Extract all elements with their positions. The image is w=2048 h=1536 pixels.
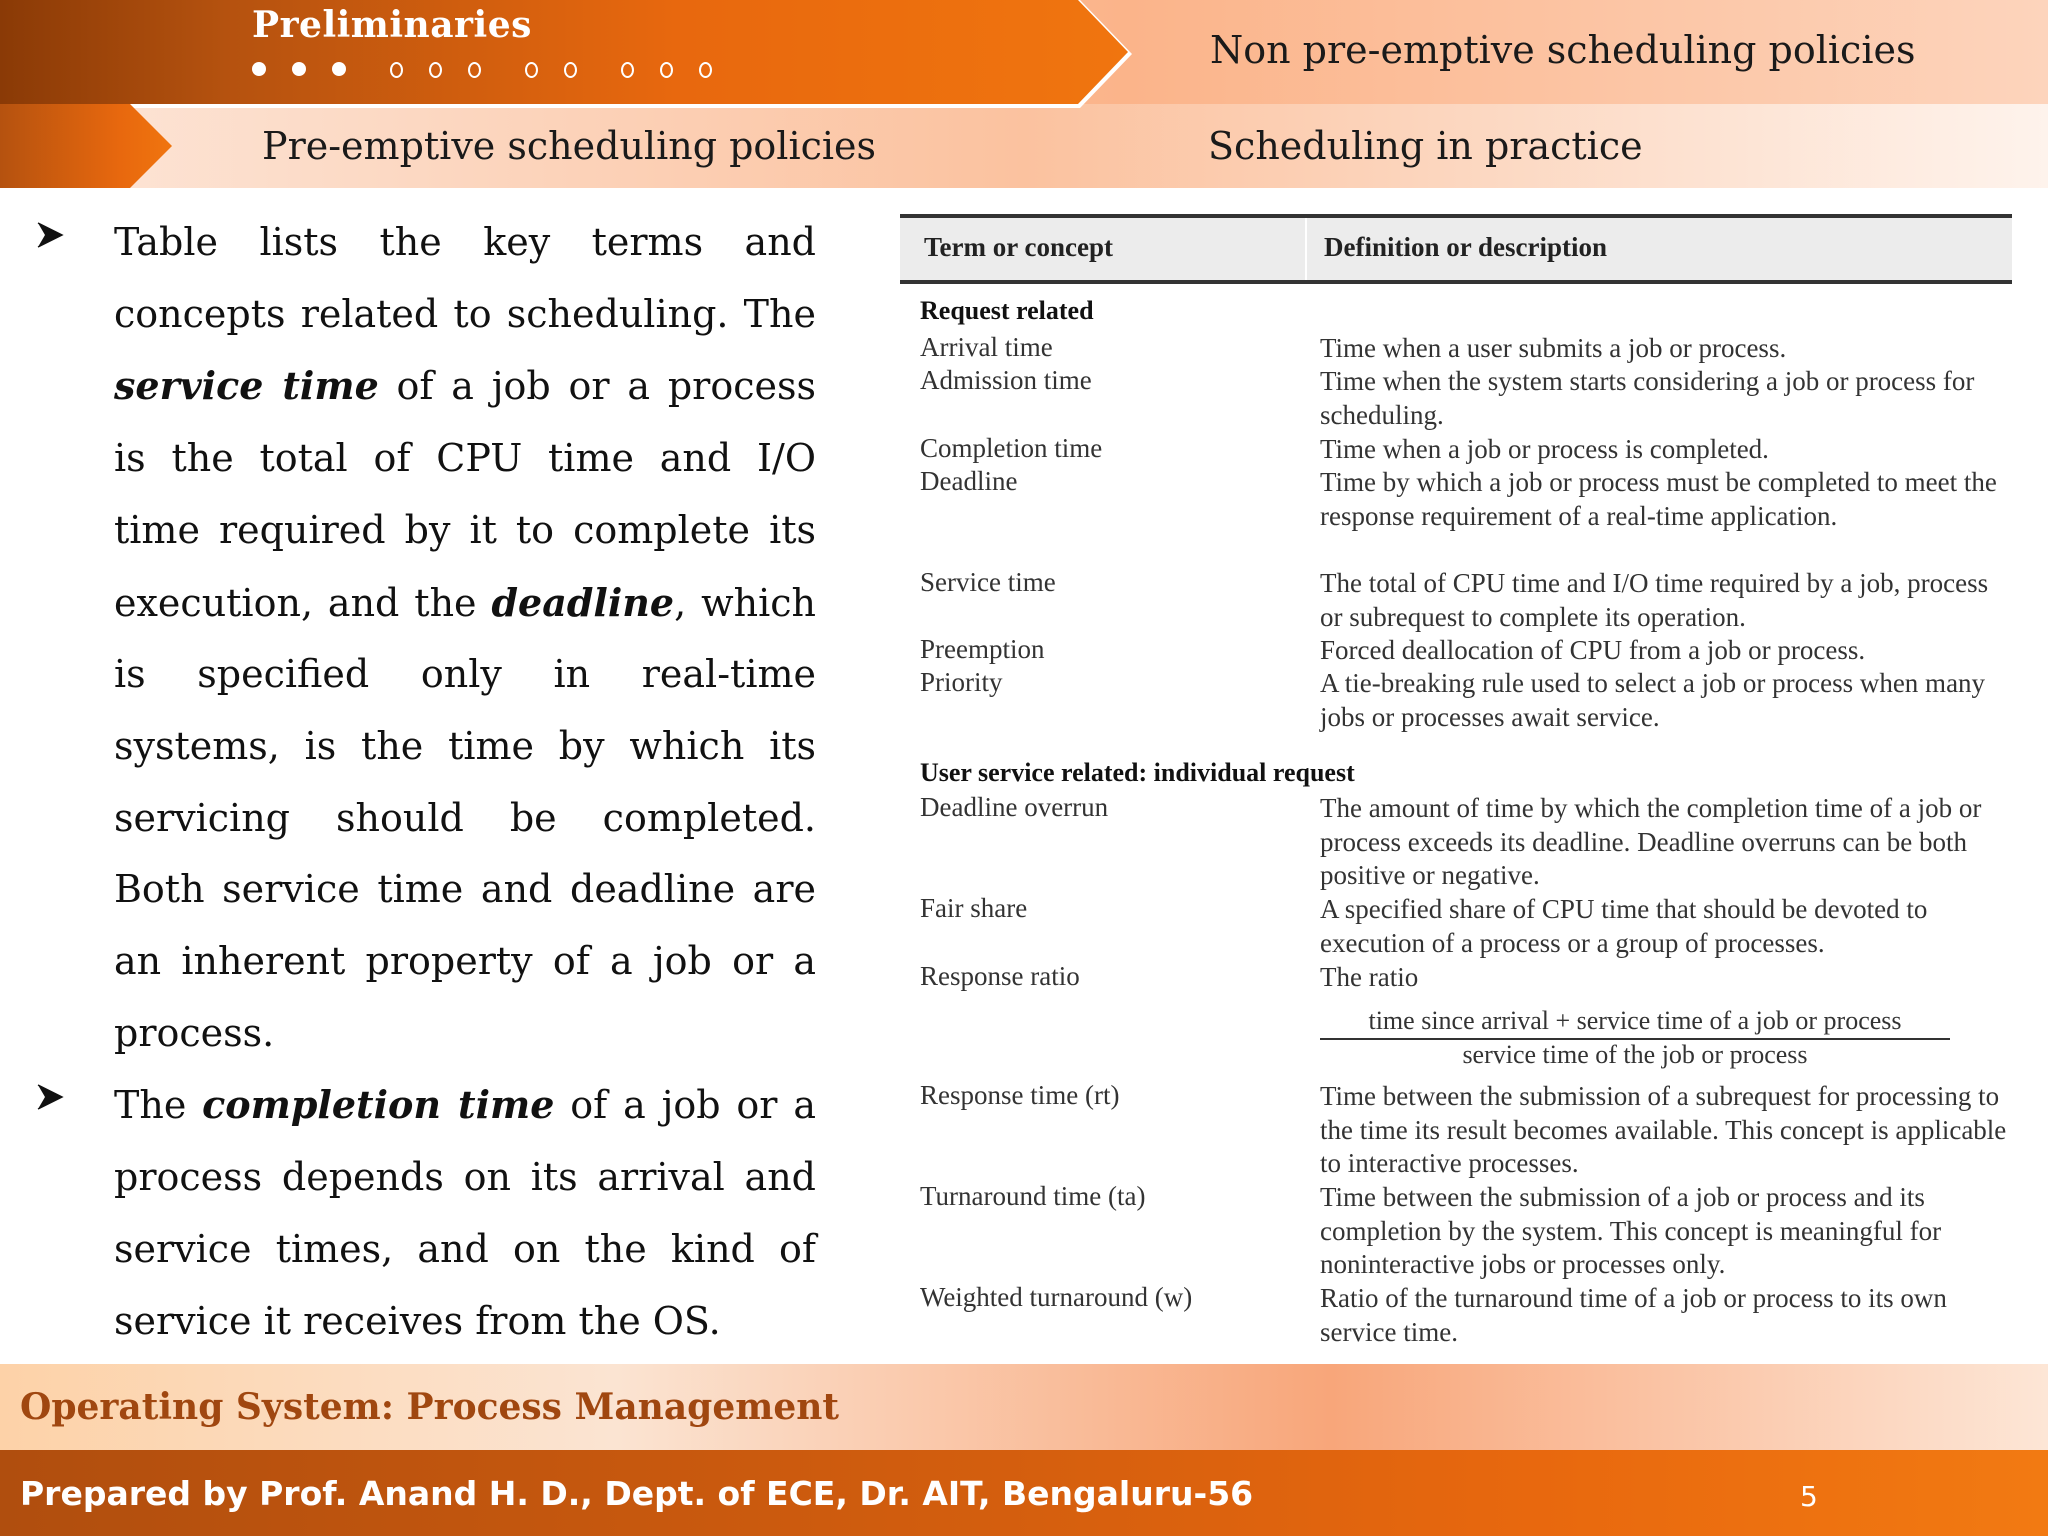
nav-scheduling-in-practice[interactable]: Scheduling in practice: [1208, 124, 1643, 168]
progress-dot[interactable]: [564, 62, 577, 78]
table-header: [900, 214, 2012, 284]
progress-dot[interactable]: [621, 62, 634, 78]
term-completion-time: completion time: [202, 1082, 555, 1128]
author-credit: Prepared by Prof. Anand H. D., Dept. of ECE, Dr. AIT, Bengaluru-56: [20, 1474, 1254, 1513]
progress-dot[interactable]: [660, 62, 673, 78]
table-definition: A tie-breaking rule used to select a job or process when many jobs or processes await service.: [1320, 668, 1986, 732]
course-title: Operating System: Process Management: [20, 1386, 840, 1428]
progress-dot[interactable]: [699, 62, 712, 78]
column-header-term: Term or concept: [924, 232, 1113, 262]
table-term: Deadline overrun: [920, 792, 1109, 822]
term-service-time: service time: [114, 363, 379, 409]
nav-non-preemptive-policies[interactable]: Non pre-emptive scheduling policies: [1210, 28, 1916, 72]
progress-dot[interactable]: [292, 62, 306, 76]
bullet-paragraph: The completion time of a job or a process depends on its arrival and service times, and on the kind of service it receives from the OS.: [114, 1082, 816, 1343]
table-term: Weighted turnaround (w): [920, 1282, 1193, 1312]
table-term: Completion time: [920, 433, 1103, 463]
table-definition: Time when a user submits a job or process.: [1320, 333, 1787, 363]
table-term: Service time: [920, 567, 1056, 597]
table-definition: The ratio: [1320, 962, 1419, 992]
progress-dot[interactable]: [429, 62, 442, 78]
header-divider: [1305, 218, 1307, 280]
bullet-item: [36, 207, 816, 1069]
table-section-title: Request related: [920, 296, 1094, 325]
scheduling-terms-table: [900, 214, 2012, 1347]
arrow-bullet-icon: [36, 221, 64, 249]
table-term: Response ratio: [920, 961, 1080, 991]
table-definition: Forced deallocation of CPU from a job or process.: [1320, 635, 1866, 665]
table-definition: A specified share of CPU time that should be devoted to execution of a process or a group of processes.: [1320, 894, 1928, 958]
table-definition: Time when a job or process is completed.: [1320, 434, 1769, 464]
bullet-item: [36, 1069, 816, 1357]
table-definition: Ratio of the turnaround time of a job or process to its own service time.: [1320, 1283, 1947, 1347]
progress-dot[interactable]: [468, 62, 481, 78]
table-term: Deadline: [920, 466, 1018, 496]
page-number: 5: [1800, 1480, 1818, 1513]
progress-dot[interactable]: [252, 62, 266, 76]
table-definition: Time when the system starts considering a job or process for scheduling.: [1320, 366, 1975, 430]
progress-dot[interactable]: [390, 62, 403, 78]
fraction-denominator: service time of the job or process: [1462, 1040, 1808, 1069]
term-deadline: deadline: [491, 579, 675, 625]
table-definition: The amount of time by which the completion time of a job or process exceeds its deadline. Deadline overruns can be both positive or negative.: [1320, 793, 1982, 890]
table-term: Fair share: [920, 893, 1028, 923]
table-definition: Time between the submission of a job or process and its completion by the system. This concept is meaningful for noninteractive jobs or processes only.: [1320, 1182, 1942, 1279]
arrow-bullet-icon: [36, 1083, 64, 1111]
table-term: Admission time: [920, 365, 1092, 395]
section-progress-dots: [252, 62, 738, 78]
fraction-numerator: time since arrival + service time of a job or process: [1320, 1006, 1950, 1040]
table-term: Priority: [920, 667, 1003, 697]
response-ratio-fraction: [1320, 1006, 1950, 1070]
section-arrow-banner: [0, 0, 1128, 104]
table-term: Arrival time: [920, 332, 1053, 362]
body-text: [36, 207, 816, 1357]
progress-dot[interactable]: [332, 62, 346, 76]
table-term: Preemption: [920, 634, 1045, 664]
table-definition: The total of CPU time and I/O time required by a job, process or subrequest to complete its operation.: [1320, 568, 1989, 632]
table-definition: Time between the submission of a subrequest for processing to the time its result becomes available. This concept is applicable to interactive processes.: [1320, 1081, 2007, 1178]
nav-preemptive-policies[interactable]: Pre-emptive scheduling policies: [262, 124, 877, 168]
bullet-paragraph: Table lists the key terms and concepts related to scheduling. The service time of a job or a process is the total of CPU time and I/O time required by it to complete its execution, and the deadline, which is specified only in real-time systems, is the time by which its servicing should be completed. Both service time and deadline are an inherent property of a job or a process.: [114, 220, 816, 1055]
table-section-title: User service related: individual request: [920, 758, 1355, 787]
progress-dot[interactable]: [525, 62, 538, 78]
table-term: Response time (rt): [920, 1080, 1120, 1110]
table-definition: Time by which a job or process must be completed to meet the response requirement of a real-time application.: [1320, 467, 1997, 531]
section-title[interactable]: Preliminaries: [252, 4, 532, 46]
table-term: Turnaround time (ta): [920, 1181, 1146, 1211]
column-header-definition: Definition or description: [1324, 232, 1607, 262]
